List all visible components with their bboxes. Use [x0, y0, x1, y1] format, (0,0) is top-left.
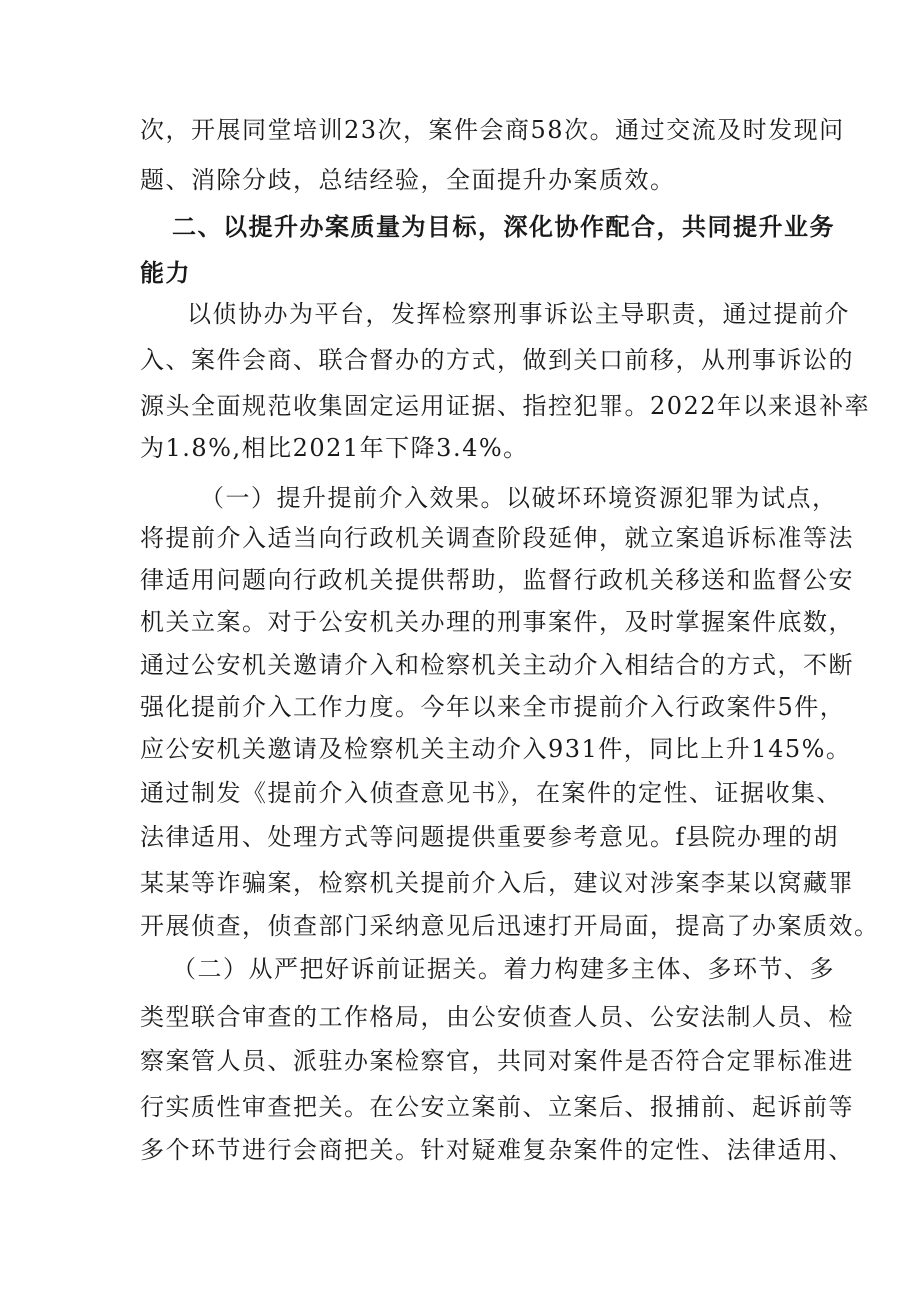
section-heading-continued: 能力	[140, 259, 191, 287]
paragraph-line: 多个环节进行会商把关。针对疑难复杂案件的定性、法律适用、	[140, 1136, 854, 1164]
paragraph-line: 开展侦查，侦查部门采纳意见后迅速打开局面，提高了办案质效。	[140, 912, 880, 940]
paragraph-line: 行实质性审查把关。在公安立案前、立案后、报捕前、起诉前等	[140, 1093, 854, 1121]
subsection-line: （一）提升提前介入效果。以破坏环境资源犯罪为试点，	[200, 484, 838, 512]
paragraph-line: 以侦协办为平台，发挥检察刑事诉讼主导职责，通过提前介	[187, 300, 850, 328]
paragraph-line: 强化提前介入工作力度。今年以来全市提前介入行政案件5件，	[140, 693, 846, 721]
subsection-line: （二）从严把好诉前证据关。着力构建多主体、多环节、多	[172, 955, 835, 983]
paragraph-line: 机关立案。对于公安机关办理的刑事案件，及时掌握案件底数，	[140, 608, 854, 636]
paragraph-line: 通过公安机关邀请介入和检察机关主动介入相结合的方式，不断	[140, 651, 854, 679]
text-line: 题、消除分歧，总结经验，全面提升办案质效。	[140, 166, 676, 194]
paragraph-line: 将提前介入适当向行政机关调查阶段延伸，就立案追诉标准等法	[140, 524, 854, 552]
text-line: 次，开展同堂培训23次，案件会商58次。通过交流及时发现问	[140, 116, 845, 144]
paragraph-line: 源头全面规范收集固定运用证据、指控犯罪。2022年以来退补率	[140, 392, 871, 420]
paragraph-line: 入、案件会商、联合督办的方式，做到关口前移，从刑事诉讼的	[140, 346, 854, 374]
paragraph-line: 为1.8%,相比2021年下降3.4%。	[140, 434, 529, 462]
paragraph-line: 某某等诈骗案，检察机关提前介入后，建议对涉案李某以窝藏罪	[140, 869, 854, 897]
paragraph-line: 律适用问题向行政机关提供帮助，监督行政机关移送和监督公安	[140, 566, 854, 594]
paragraph-line: 察案管人员、派驻办案检察官，共同对案件是否符合定罪标准进	[140, 1047, 854, 1075]
paragraph-line: 法律适用、处理方式等问题提供重要参考意见。f县院办理的胡	[140, 823, 839, 851]
paragraph-line: 通过制发《提前介入侦查意见书》，在案件的定性、证据收集、	[140, 779, 842, 807]
section-heading: 二、以提升办案质量为目标，深化协作配合，共同提升业务	[172, 213, 835, 241]
paragraph-line: 应公安机关邀请及检察机关主动介入931件，同比上升145%。	[140, 735, 852, 763]
paragraph-line: 类型联合审查的工作格局，由公安侦查人员、公安法制人员、检	[140, 1003, 854, 1031]
